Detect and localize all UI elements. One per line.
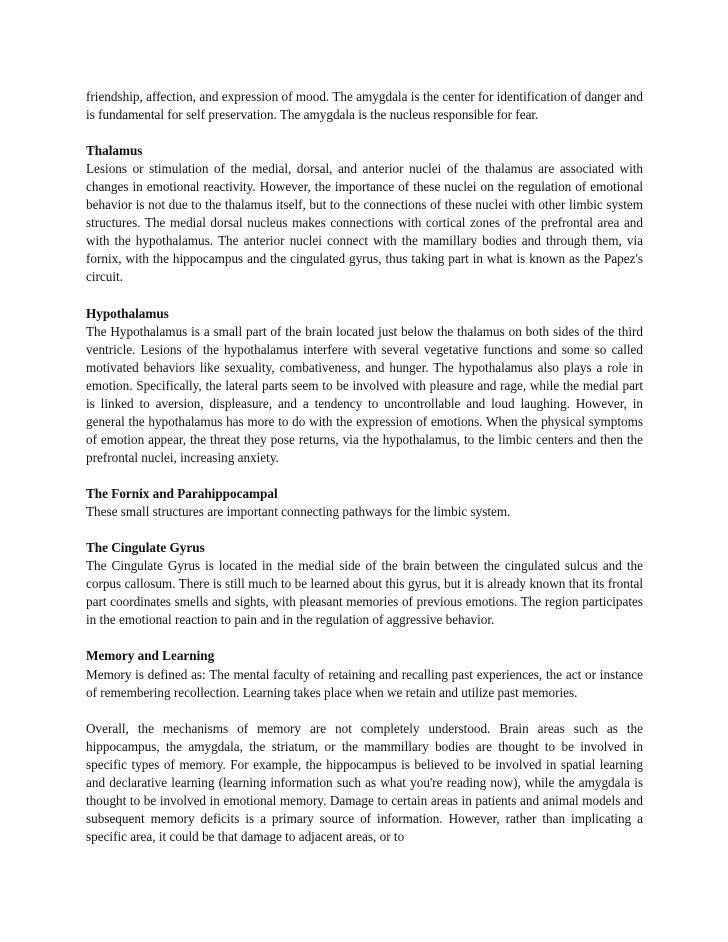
section-heading: Memory and Learning [86,648,215,664]
intro-paragraph: friendship, affection, and expression of mood. The amygdala is the center for identification of danger and is fundamental for self preservation. The amygdala is the nucleus responsible for fear. [86,89,643,123]
section-body: Lesions or stimulation of the medial, dorsal, and anterior nuclei of the thalamus are associated with changes in emotional reactivity. However, the importance of these nuclei on the regulation of emotional behavior is not due to the thalamus itself, but to the connections of these nuclei with other limbic system structures. The medial dorsal nucleus makes connections with cortical zones of the prefrontal area and with the hypothalamus. The anterior nuclei connect with the mamillary bodies and through them, via fornix, with the hippocampus and the cingulated gyrus, thus taking part in what is known as the Papez's circuit. [86,161,643,285]
section-memory-learning [86,647,643,701]
section-cingulate-gyrus [86,539,643,629]
closing-paragraph: Overall, the mechanisms of memory are not completely understood. Brain areas such as the hippocampus, the amygdala, the striatum, or the mammillary bodies are thought to be involved in specific types of memory. For example, the hippocampus is believed to be involved in spatial learning and declarative learning (learning information such as what you're reading now), while the amygdala is thought to be involved in emotional memory. Damage to certain areas in patients and animal models and subsequent memory deficits is a primary source of information. However, rather than implicating a specific area, it could be that damage to adjacent areas, or to [86,720,643,844]
section-hypothalamus [86,305,643,467]
section-body: The Cingulate Gyrus is located in the medial side of the brain between the cingulated sulcus and the corpus callosum. There is still much to be learned about this gyrus, but it is already known that its frontal part coordinates smells and sights, with pleasant memories of previous emotions. The region participates in the emotional reaction to pain and in the regulation of aggressive behavior. [86,558,643,628]
section-body: Memory is defined as: The mental faculty of retaining and recalling past experiences, the act or instance of remembering recollection. Learning takes place when we retain and utilize past memories. [86,666,643,700]
section-thalamus [86,142,643,286]
section-body: These small structures are important connecting pathways for the limbic system. [86,504,511,520]
section-heading: The Cingulate Gyrus [86,540,205,556]
section-heading: Hypothalamus [86,305,169,321]
section-heading: The Fornix and Parahippocampal [86,486,278,502]
document-page [86,88,643,846]
section-body: The Hypothalamus is a small part of the brain located just below the thalamus on both sides of the third ventricle. Lesions of the hypothalamus interfere with several vegetative functions and some so called motivated behaviors like sexuality, combativeness, and hunger. The hypothalamus also plays a role in emotion. Specifically, the lateral parts seem to be involved with pleasure and rage, while the medial part is linked to aversion, displeasure, and a tendency to uncontrollable and loud laughing. However, in general the hypothalamus has more to do with the expression of emotions. When the physical symptoms of emotion appear, the threat they pose returns, via the hypothalamus, to the limbic centers and then the prefrontal nuclei, increasing anxiety. [86,323,643,465]
section-heading: Thalamus [86,143,143,159]
section-fornix-parahippocampal [86,485,643,521]
